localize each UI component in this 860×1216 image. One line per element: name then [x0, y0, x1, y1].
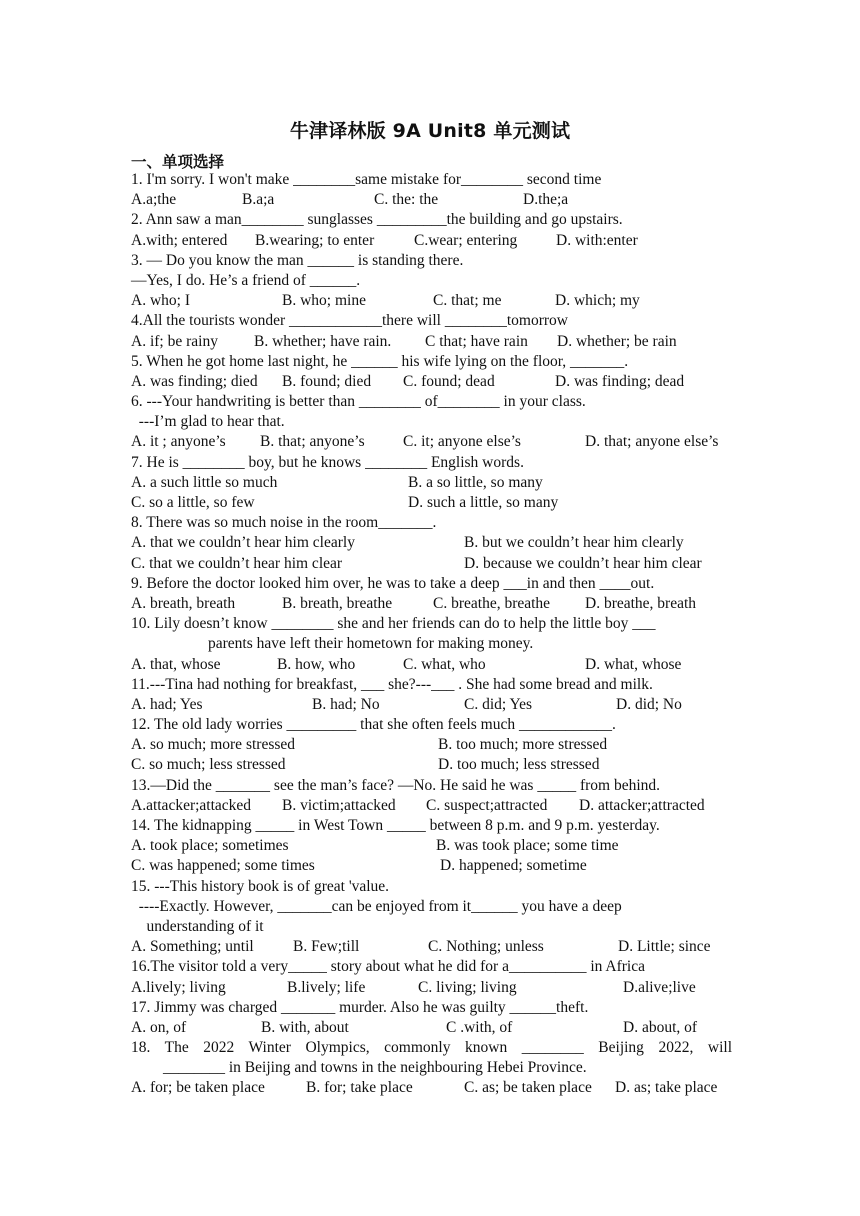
option-d: D. too much; less stressed — [438, 756, 600, 774]
option-b: B. for; take place — [306, 1079, 413, 1097]
option-a: A. had; Yes — [131, 695, 203, 713]
option-b: B. that; anyone’s — [260, 433, 365, 451]
option-a: A.lively; living — [131, 978, 226, 996]
option-b: B. a so little, so many — [408, 473, 543, 491]
option-a: A. breath, breath — [131, 594, 236, 612]
section-heading: 一、单项选择 — [131, 153, 225, 171]
question-18-options — [131, 1078, 741, 1098]
question-1-stem: 1. I'm sorry. I won't make ________same mistake for________ second time — [131, 171, 602, 188]
option-c: C. suspect;attracted — [426, 796, 548, 814]
question-17-stem: 17. Jimmy was charged _______ murder. Also he was guilty ______theft. — [131, 998, 589, 1016]
option-d: D. happened; sometime — [440, 857, 587, 875]
option-d: D. whether; be rain — [557, 332, 677, 350]
question-4-stem: 4.All the tourists wonder ____________there will ________tomorrow — [131, 312, 568, 330]
option-a: A. if; be rainy — [131, 332, 218, 350]
option-d: D. as; take place — [615, 1079, 718, 1097]
option-a: A. was finding; died — [131, 372, 258, 390]
question-8-options-cd — [131, 554, 741, 574]
question-14-options-ab — [131, 836, 741, 856]
option-c: C. the: the — [374, 191, 439, 209]
option-c: C. found; dead — [403, 372, 495, 390]
option-a: A. it ; anyone’s — [131, 433, 226, 451]
option-b: B. Few;till — [293, 938, 360, 956]
question-6-stem: 6. ---Your handwriting is better than ________ of________ in your class. — [131, 393, 586, 411]
option-c: C. so a little, so few — [131, 494, 255, 511]
question-14-options-cd — [131, 856, 741, 876]
option-b: B.wearing; to enter — [255, 231, 375, 249]
option-a: A. Something; until — [131, 938, 254, 956]
option-d: D.alive;live — [623, 978, 696, 996]
question-16-options — [131, 978, 741, 998]
question-11-options — [131, 695, 741, 715]
option-d: D. about, of — [623, 1018, 698, 1036]
question-14-stem: 14. The kidnapping _____ in West Town _____ between 8 p.m. and 9 p.m. yesterday. — [131, 817, 660, 834]
question-7-options-cd — [131, 493, 741, 513]
option-c: C. living; living — [418, 978, 517, 996]
option-c: C .with, of — [446, 1018, 513, 1036]
question-12-options-ab — [131, 735, 741, 755]
option-a: A. for; be taken place — [131, 1079, 265, 1097]
option-d: D. such a little, so many — [408, 494, 559, 511]
question-8-options-ab — [131, 533, 741, 553]
option-a: A.attacker;attacked — [131, 796, 252, 814]
question-7-options-ab — [131, 473, 741, 493]
option-b: B.a;a — [242, 191, 275, 209]
option-d: D. because we couldn’t hear him clear — [464, 554, 702, 572]
option-a: A. that we couldn’t hear him clearly — [131, 534, 355, 552]
option-a: A. took place; sometimes — [131, 837, 289, 855]
option-c: C. it; anyone else’s — [403, 433, 521, 451]
option-d: D. was finding; dead — [555, 372, 685, 390]
question-7-stem: 7. He is ________ boy, but he knows ________ English words. — [131, 453, 524, 471]
option-d: D. did; No — [616, 695, 682, 713]
question-10-stem-cont: parents have left their hometown for making money. — [208, 635, 534, 653]
option-d: D. which; my — [555, 292, 640, 310]
question-list — [131, 170, 741, 1099]
option-d: D. with:enter — [556, 231, 638, 249]
option-a: A. that, whose — [131, 655, 221, 673]
question-3-stem: 3. — Do you know the man ______ is standing there. — [131, 251, 464, 269]
question-3-reply: —Yes, I do. He’s a friend of ______. — [131, 271, 361, 289]
question-9-stem: 9. Before the doctor looked him over, he was to take a deep ___in and then ____out. — [131, 574, 655, 592]
option-a: A. a such little so much — [131, 473, 278, 491]
option-a: A. who; I — [131, 292, 190, 310]
option-d: D.the;a — [523, 191, 569, 209]
option-b: B. victim;attacked — [282, 796, 396, 814]
option-b: B. too much; more stressed — [438, 736, 608, 754]
question-15-reply: ----Exactly. However, _______can be enjoyed from it______ you have a deep — [131, 897, 622, 915]
question-1-options — [131, 190, 741, 210]
question-2-options — [131, 231, 741, 251]
option-b: B. whether; have rain. — [254, 332, 392, 350]
question-17-options — [131, 1018, 741, 1038]
option-b: B. how, who — [277, 655, 356, 673]
question-12-stem: 12. The old lady worries _________ that she often feels much ____________. — [131, 716, 616, 734]
question-5-stem: 5. When he got home last night, he ______ his wife lying on the floor, _______. — [131, 352, 629, 370]
option-d: D. what, whose — [585, 655, 682, 673]
question-4-options — [131, 332, 741, 352]
page-title: 牛津译林版 9A Unit8 单元测试 — [289, 120, 571, 142]
option-b: B. breath, breathe — [282, 594, 393, 612]
option-a: A. so much; more stressed — [131, 736, 296, 754]
question-15-stem: 15. ---This history book is of great 'value. — [131, 877, 390, 895]
option-d: D. breathe, breath — [585, 594, 697, 612]
option-a: A. on, of — [131, 1018, 187, 1036]
option-b: B. who; mine — [282, 292, 366, 310]
question-10-options — [131, 655, 741, 675]
option-a: A.with; entered — [131, 231, 228, 249]
question-12-options-cd — [131, 755, 741, 775]
option-c: C. was happened; some times — [131, 857, 315, 875]
option-c: C. what, who — [403, 655, 486, 673]
option-c: C that; have rain — [425, 332, 528, 350]
question-5-options — [131, 372, 741, 392]
option-b: B. found; died — [282, 372, 372, 390]
option-d: D. attacker;attracted — [579, 796, 705, 814]
option-c: C. as; be taken place — [464, 1079, 592, 1097]
option-b: B. was took place; some time — [436, 837, 619, 855]
option-d: D. that; anyone else’s — [585, 433, 719, 451]
question-2-stem: 2. Ann saw a man________ sunglasses _________the building and go upstairs. — [131, 211, 623, 229]
question-10-stem: 10. Lily doesn’t know ________ she and her friends can do to help the little boy ___ — [131, 615, 656, 633]
option-b: B. but we couldn’t hear him clearly — [464, 534, 684, 552]
option-b: B. had; No — [312, 695, 380, 713]
question-6-reply: ---I’m glad to hear that. — [131, 413, 285, 431]
question-15-reply-cont: understanding of it — [131, 917, 264, 935]
question-13-stem: 13.—Did the _______ see the man’s face? —No. He said he was _____ from behind. — [131, 776, 661, 794]
question-18-stem-cont: ________ in Beijing and towns in the neighbouring Hebei Province. — [163, 1059, 587, 1077]
option-d: D. Little; since — [618, 938, 711, 956]
question-18-stem: 18. The 2022 Winter Olympics, commonly known ________ Beijing 2022, will — [131, 1039, 732, 1057]
option-c: C.wear; entering — [414, 231, 518, 249]
option-c: C. did; Yes — [464, 695, 533, 713]
option-a: A.a;the — [131, 191, 177, 209]
option-c: C. Nothing; unless — [428, 938, 544, 956]
option-c: C. that we couldn’t hear him clear — [131, 554, 343, 572]
question-3-options — [131, 291, 741, 311]
question-6-options — [131, 432, 741, 452]
question-8-stem: 8. There was so much noise in the room_______. — [131, 514, 437, 532]
option-c: C. that; me — [433, 292, 502, 310]
question-16-stem: 16.The visitor told a very_____ story about what he did for a__________ in Africa — [131, 958, 645, 976]
option-b: B.lively; life — [287, 978, 366, 996]
option-c: C. breathe, breathe — [433, 594, 551, 612]
option-b: B. with, about — [261, 1018, 349, 1036]
option-c: C. so much; less stressed — [131, 756, 286, 774]
question-9-options — [131, 594, 741, 614]
question-15-options — [131, 937, 741, 957]
question-13-options — [131, 796, 741, 816]
question-11-stem: 11.---Tina had nothing for breakfast, ___ she?---___ . She had some bread and milk. — [131, 675, 653, 693]
